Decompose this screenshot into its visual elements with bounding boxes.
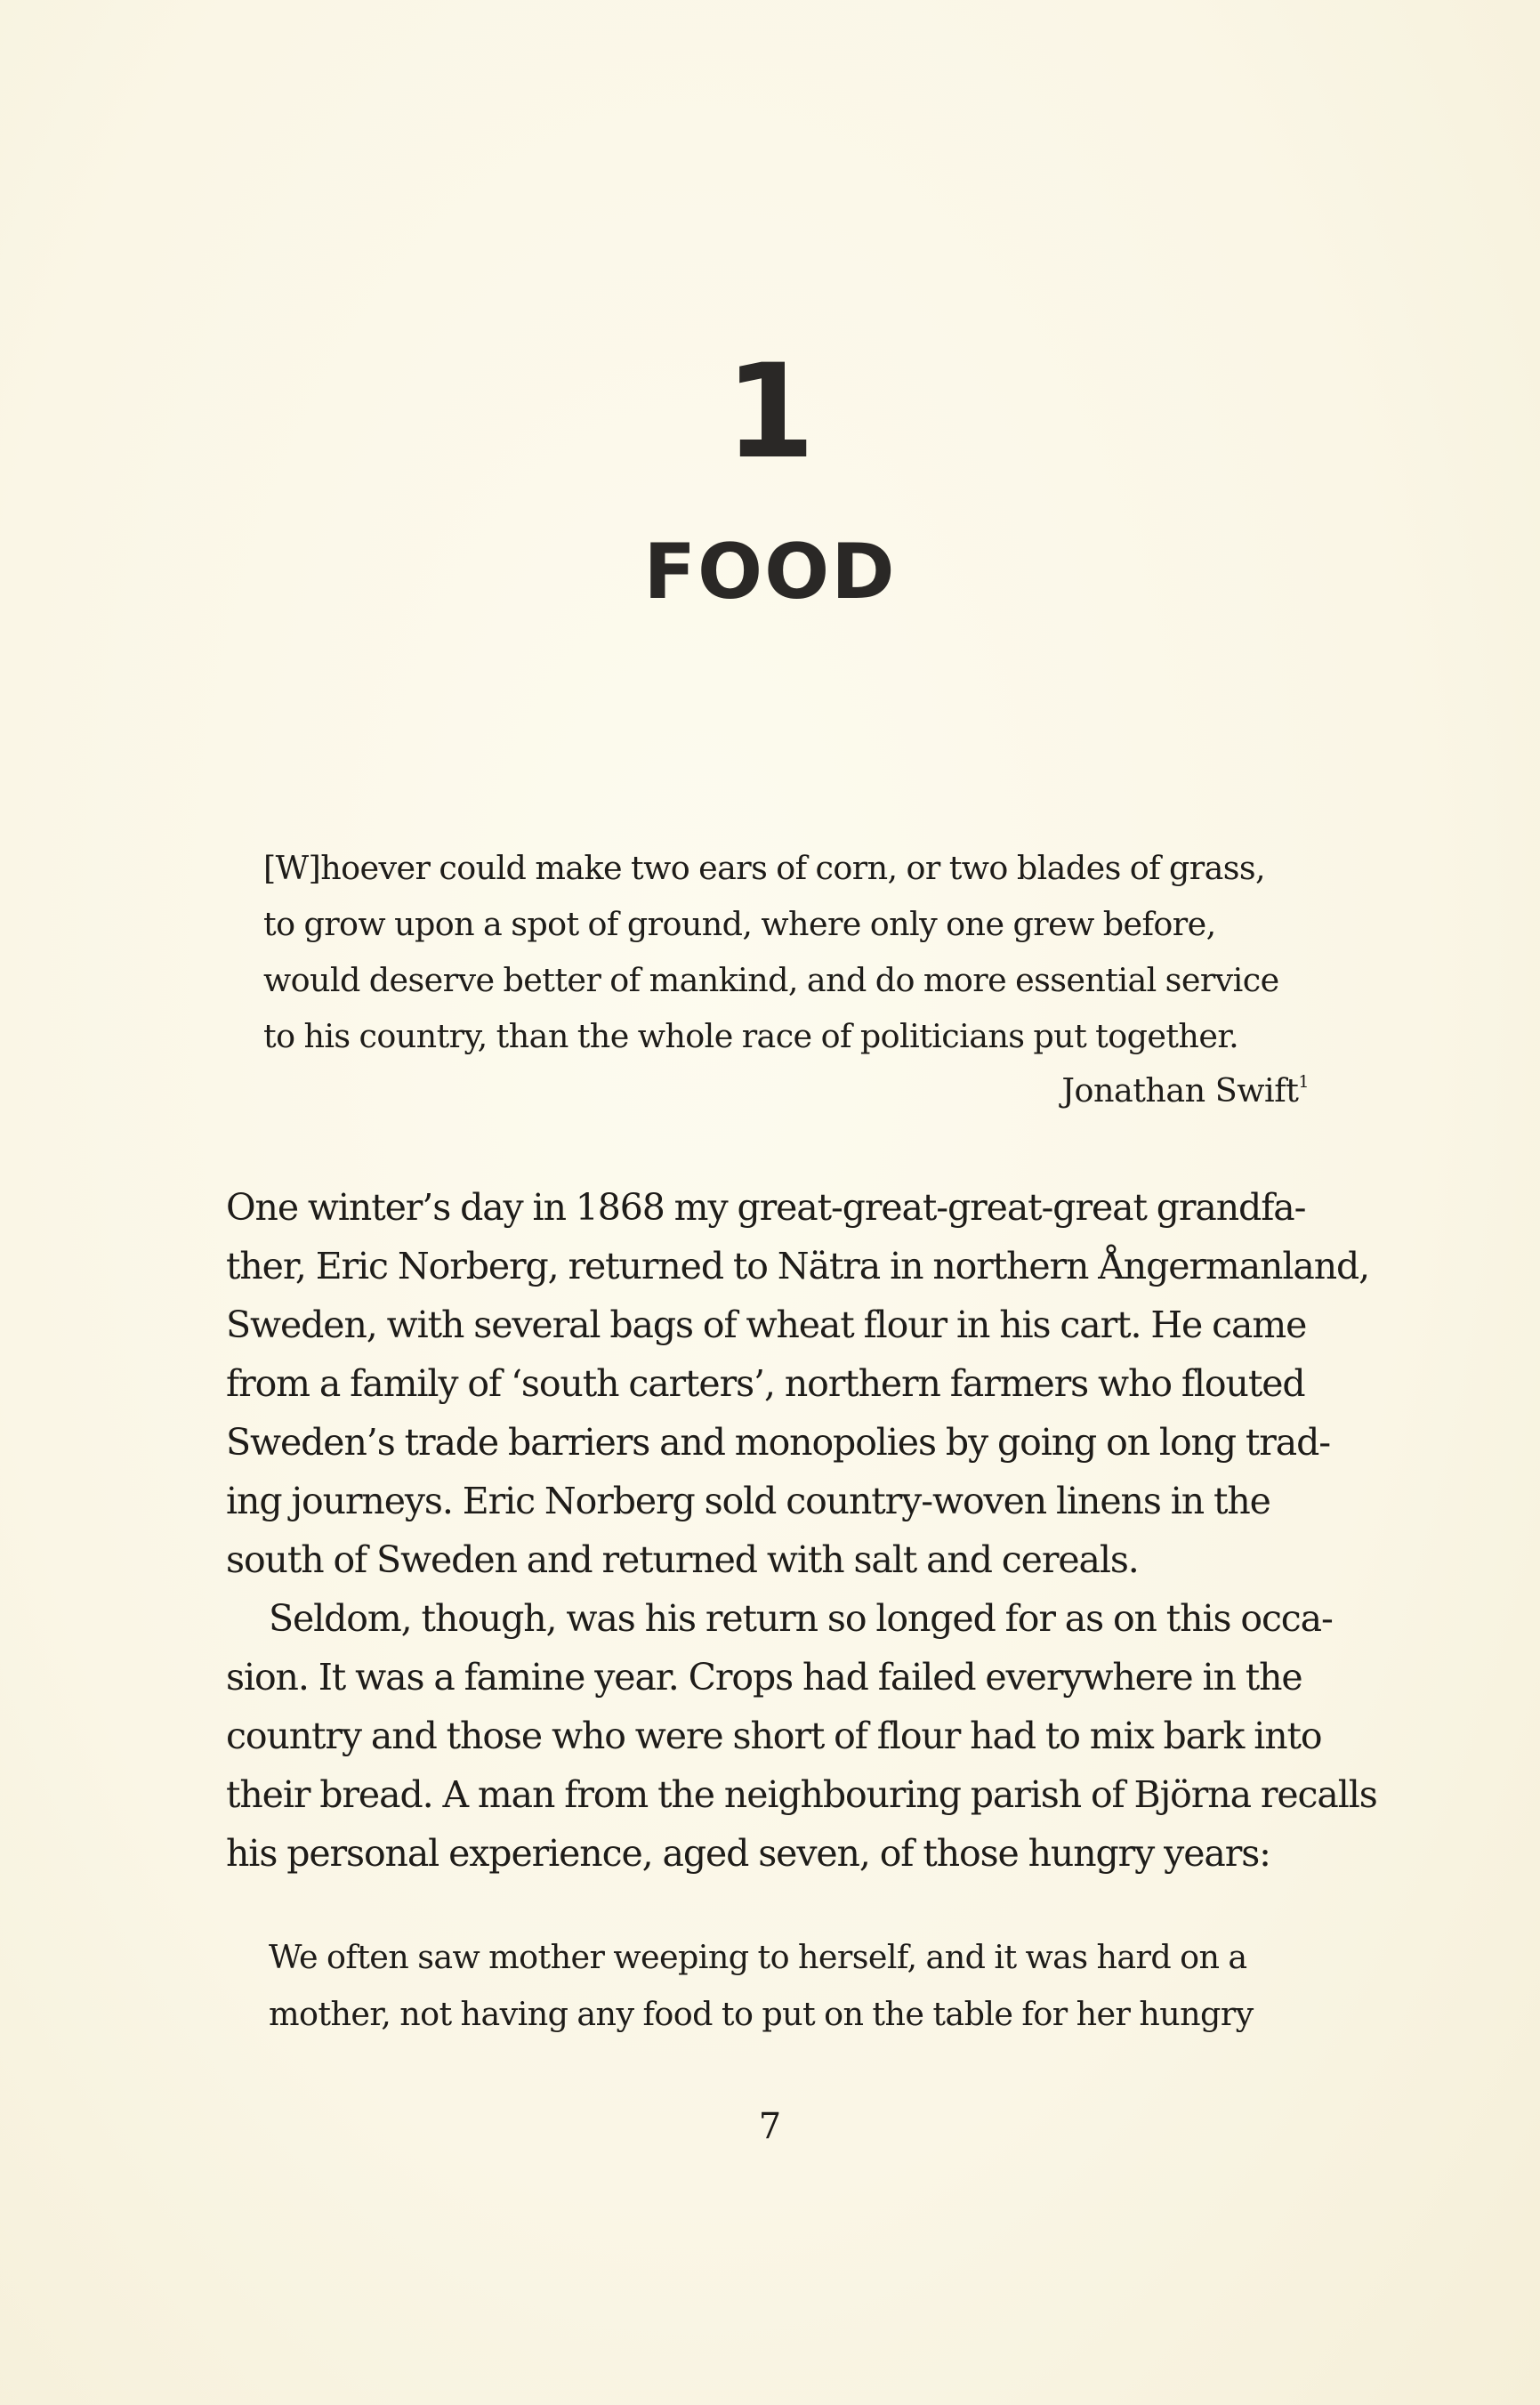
paragraph-line: Sweden’s trade barriers and monopolies by going on long trad-: [226, 1421, 1331, 1464]
epigraph-line: would deserve better of mankind, and do more essential service: [263, 961, 1279, 999]
page-number: 7: [758, 2106, 782, 2147]
epigraph-author: Jonathan Swift: [1061, 1071, 1299, 1110]
epigraph-line: to grow upon a spot of ground, where only one grew before,: [263, 905, 1216, 943]
epigraph-line: to his country, than the whole race of politicians put together.: [263, 1017, 1239, 1055]
epigraph-attribution: [1061, 1062, 1309, 1118]
paragraph-line: ther, Eric Norberg, returned to Nätra in northern Ångermanland,: [226, 1245, 1370, 1287]
paragraph-line: One winter’s day in 1868 my great-great-great-great grandfa-: [226, 1186, 1306, 1229]
paragraph-line: Sweden, with several bags of wheat flour in his cart. He came: [226, 1303, 1307, 1346]
chapter-number: 1: [724, 336, 816, 488]
paragraph-line: his personal experience, aged seven, of those hungry years:: [226, 1832, 1270, 1875]
paragraph-line: sion. It was a famine year. Crops had failed everywhere in the: [226, 1656, 1302, 1699]
chapter-title: FOOD: [643, 528, 897, 617]
paragraph-line: from a family of ‘south carters’, northern farmers who flouted: [226, 1362, 1305, 1405]
paragraph: [226, 1589, 1377, 1883]
block-quote-line: We often saw mother weeping to herself, and it was hard on a: [269, 1938, 1247, 1976]
epigraph-line: [W]hoever could make two ears of corn, or two blades of grass,: [263, 849, 1266, 887]
paragraph-line: country and those who were short of flour had to mix bark into: [226, 1715, 1322, 1757]
paragraph-line: south of Sweden and returned with salt and cereals.: [226, 1538, 1139, 1581]
footnote-marker[interactable]: 1: [1298, 1072, 1309, 1092]
block-quote: [269, 1929, 1318, 2043]
paragraph-line: Seldom, though, was his return so longed for as on this occa-: [269, 1597, 1333, 1640]
paragraph-line: ing journeys. Eric Norberg sold country-woven linens in the: [226, 1480, 1270, 1522]
paragraph: [226, 1178, 1370, 1589]
epigraph: [263, 840, 1313, 1064]
block-quote-line: mother, not having any food to put on the table for her hungry: [269, 1995, 1254, 2033]
paragraph-line: their bread. A man from the neighbouring parish of Björna recalls: [226, 1773, 1377, 1816]
